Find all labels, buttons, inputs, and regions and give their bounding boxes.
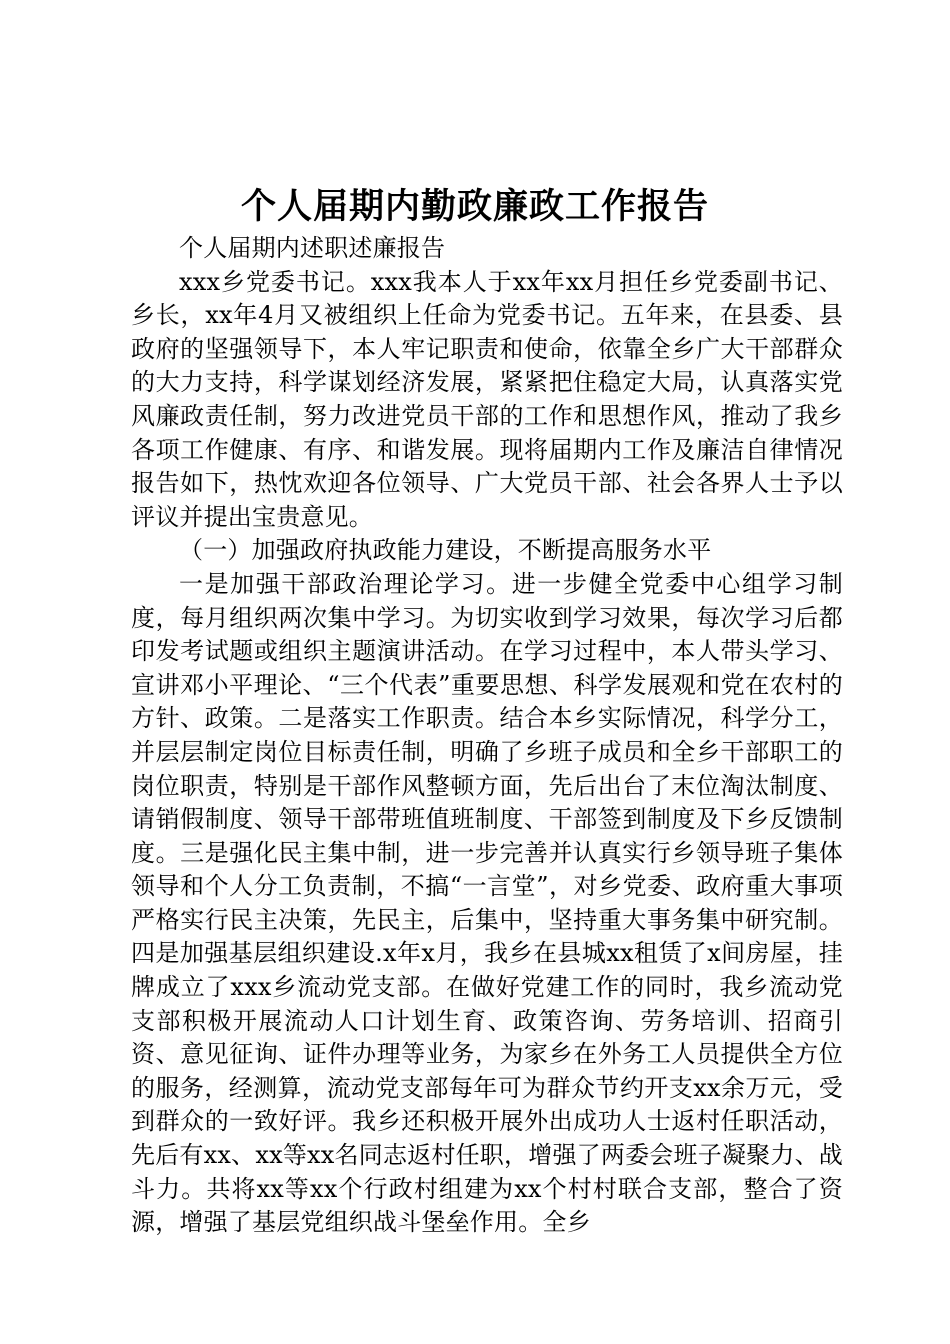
document-title: 个人届期内勤政廉政工作报告 xyxy=(240,186,709,227)
document-body xyxy=(131,232,843,1240)
subtitle-paragraph: 个人届期内述职述廉报告 xyxy=(179,234,446,262)
body-paragraph: 一是加强干部政治理论学习。进一步健全党委中心组学习制度，每月组织两次集中学习。为切实收到学习效果，每次学习后都印发考试题或组织主题演讲活动。在学习过程中，本人带头学习、宣讲邓小平理论、“三个代表”重要思想、科学发展观和党在农村的方针、政策。二是落实工作职责。结合本乡实际情况，科学分工，并层层制定岗位目标责任制，明确了乡班子成员和全乡干部职工的岗位职责，特别是干部作风整顿方面，先后出台了末位淘汰制度、请销假制度、领导干部带班值班制度、干部签到制度及下乡反馈制度。三是强化民主集中制，进一步完善并认真实行乡领导班子集体领导和个人分工负责制，不搞“一言堂”，对乡党委、政府重大事项严格实行民主决策，先民主，后集中，坚持重大事务集中研究制。四是加强基层组织建设.x年x月，我乡在县城xx租赁了x间房屋，挂牌成立了xxx乡流动党支部。在做好党建工作的同时，我乡流动党支部积极开展流动人口计划生育、政策咨询、劳务培训、招商引资、意见征询、证件办理等业务，为家乡在外务工人员提供全方位的服务，经测算，流动党支部每年可为群众节约开支xx余万元，受到群众的一致好评。我乡还积极开展外出成功人士返村任职活动，先后有xx、xx等xx名同志返村任职，增强了两委会班子凝聚力、战斗力。共将xx等xx个行政村组建为xx个村村联合支部，整合了资源，增强了基层党组织战斗堡垒作用。全乡 xyxy=(131,569,843,1237)
intro-paragraph: xxx乡党委书记。xxx我本人于xx年xx月担任乡党委副书记、乡长，xx年4月又被组织上任命为党委书记。五年来，在县委、县政府的坚强领导下，本人牢记职责和使命，依靠全乡广大干部群众的大力支持，科学谋划经济发展，紧紧把住稳定大局，认真落实党风廉政责任制，努力改进党员干部的工作和思想作风，推动了我乡各项工作健康、有序、和谐发展。现将届期内工作及廉洁自律情况报告如下，热忱欢迎各位领导、广大党员干部、社会各界人士予以评议并提出宝贵意见。 xyxy=(131,267,843,531)
section-heading: （一）加强政府执政能力建设，不断提高服务水平 xyxy=(179,536,712,565)
